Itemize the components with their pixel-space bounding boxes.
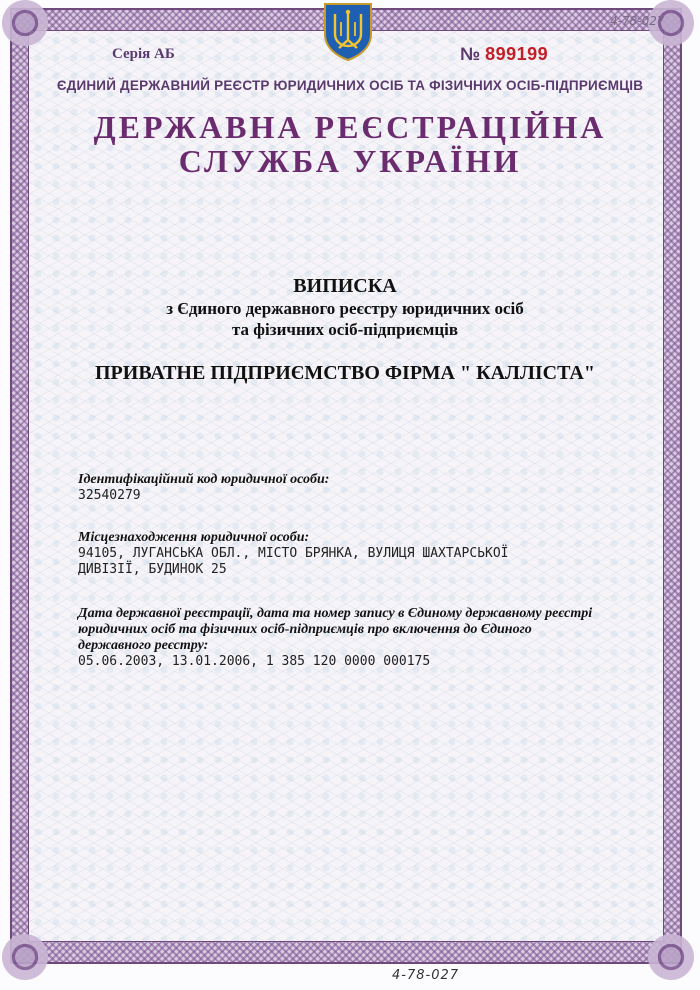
registration-label-line-3: державного реєстру: (78, 638, 209, 653)
corner-ornament-bottom-left (2, 934, 48, 980)
number-prefix: № (460, 44, 481, 64)
series-label: Серія АБ (112, 46, 175, 62)
service-title (0, 110, 700, 178)
registration-value: 05.06.2003, 13.01.2006, 1 385 120 0000 000175 (78, 654, 431, 669)
document-subtitle-line-2: та фізичних осіб-підприємців (231, 320, 459, 339)
document-heading (0, 274, 690, 340)
corner-ornament-bottom-right (648, 934, 694, 980)
identification-code-field (78, 472, 638, 504)
identification-code-label: Ідентифікаційний код юридичної особи: (78, 472, 330, 487)
location-value-line-1: 94105, ЛУГАНСЬКА ОБЛ., МІСТО БРЯНКА, ВУЛИЦЯ ШАХТАРСЬКОЇ (78, 546, 509, 561)
trident-emblem-icon (317, 0, 379, 62)
document-title: ВИПИСКА (293, 275, 397, 297)
location-value-line-2: ДИВІЗІЇ, БУДИНОК 25 (78, 562, 227, 577)
handwritten-reference: 4-78-027 (392, 968, 460, 983)
form-number (460, 44, 548, 65)
registration-field (78, 606, 638, 670)
number-value: 899199 (485, 44, 549, 64)
service-title-line-2: СЛУЖБА УКРАЇНИ (178, 143, 522, 179)
service-title-line-1: ДЕРЖАВНА РЕЄСТРАЦІЙНА (93, 109, 607, 145)
registry-name: ЄДИНИЙ ДЕРЖАВНИЙ РЕЄСТР ЮРИДИЧНИХ ОСІБ ТА ФІЗИЧНИХ ОСІБ-ПІДПРИЄМЦІВ (56, 78, 644, 93)
location-field (78, 530, 638, 578)
registration-label-line-2: юридичних осіб та фізичних осіб-підприємців про включення до Єдиного (78, 622, 532, 637)
corner-ornament-top-left (2, 0, 48, 46)
company-name: ПРИВАТНЕ ПІДПРИЄМСТВО ФІРМА " КАЛЛІСТА" (95, 362, 595, 384)
identification-code-value: 32540279 (78, 488, 141, 503)
document-subtitle-line-1: з Єдиного державного реєстру юридичних осіб (166, 299, 524, 318)
corner-reference-number: 4-78-027 (610, 14, 665, 28)
registration-label-line-1: Дата державної реєстрації, дата та номер запису в Єдиному державному реєстрі (78, 606, 593, 621)
location-label: Місцезнаходження юридичної особи: (78, 530, 310, 545)
